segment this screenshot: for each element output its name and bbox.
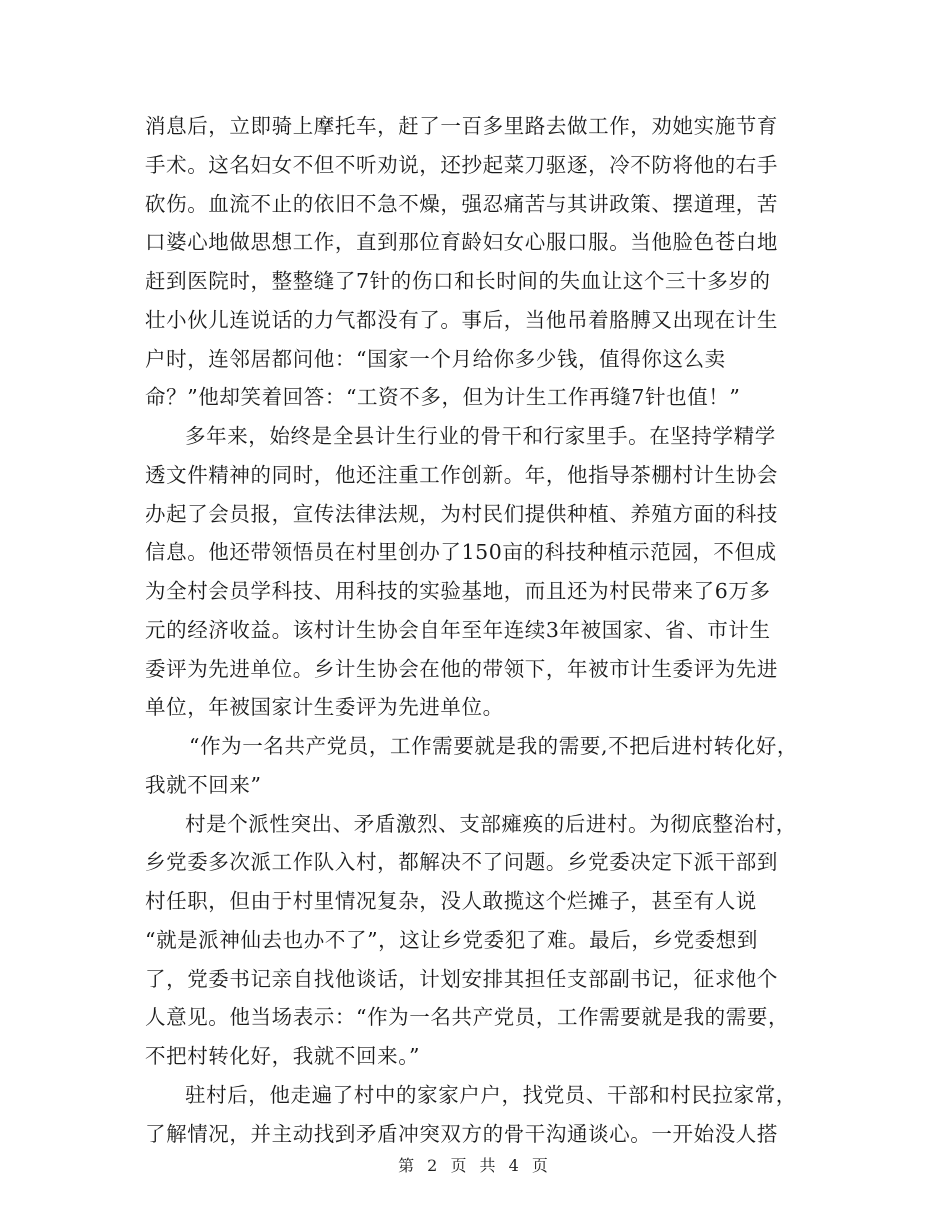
page-footer [0,1153,950,1176]
text-line: 口婆心地做思想工作，直到那位育龄妇女心服口服。当他脸色苍白地 [145,230,778,255]
text-line: 为全村会员学科技、用科技的实验基地，而且还为村民带来了6万多 [145,579,771,603]
text-line: 透文件精神的同时，他还注重工作创新。年，他指导茶棚村计生协会 [145,462,778,487]
text-line: 了解情况，并主动找到矛盾冲突双方的骨干沟通谈心。一开始没人搭 [145,1121,778,1146]
paragraph-start-line: 多年来，始终是全县计生行业的骨干和行家里手。在坚持学精学 [185,424,776,448]
text-line: 命？”他却笑着回答：“工资不多，但为计生工作再缝7针也值！” [145,385,741,410]
text-line: 元的经济收益。该村计生协会自年至年连续3年被国家、省、市计生 [145,617,771,642]
text-line: 村任职，但由于村里情况复杂，没人敢揽这个烂摊子，甚至有人说 [145,889,757,913]
text-line: 赶到医院时，整整缝了7针的伤口和长时间的失血让这个三十多岁的 [145,269,771,293]
section-heading-line: “作为一名共产党员，工作需要就是我的需要,不把后进村转化好， [189,734,798,758]
paragraph-start-line: 村是个派性突出、矛盾激烈、支部瘫痪的后进村。为彻底整治村， [185,811,797,836]
text-line: 信息。他还带领悟员在村里创办了150亩的科技种植示范园，不但成 [145,540,777,565]
body-text [145,107,825,1153]
text-line: 不把村转化好，我就不回来。” [145,1044,421,1068]
text-line: 户时，连邻居都问他：“国家一个月给你多少钱，值得你这么卖 [145,346,726,371]
text-line: 了，党委书记亲自找他谈话，计划安排其担任支部副书记，征求他个 [145,966,778,991]
text-line: 委评为先进单位。乡计生协会在他的带领下，年被市计生委评为先进 [145,656,778,681]
text-line: 壮小伙儿连说话的力气都没有了。事后，当他吊着胳膊又出现在计生 [145,307,778,332]
text-line: 乡党委多次派工作队入村，都解决不了问题。乡党委决定下派干部到 [145,850,778,875]
page-number: 第 2 页 共 4 页 [398,1156,552,1175]
paragraph-start-line: 驻村后，他走遍了村中的家家户户，找党员、干部和村民拉家常， [185,1082,797,1107]
section-heading-line: 我就不回来” [145,772,262,797]
text-line: 消息后，立即骑上摩托车，赶了一百多里路去做工作，劝她实施节育 [145,114,778,138]
text-line: “就是派神仙去也办不了”，这让乡党委犯了难。最后，乡党委想到 [145,927,758,952]
text-line: 办起了会员报，宣传法律法规，为村民们提供种植、养殖方面的科技 [145,501,778,526]
text-line: 手术。这名妇女不但不听劝说，还抄起菜刀驱逐，冷不防将他的右手 [145,152,778,177]
text-line: 人意见。他当场表示：“作为一名共产党员，工作需要就是我的需要， [145,1005,790,1030]
text-line: 单位，年被国家计生委评为先进单位。 [145,695,504,720]
text-line: 砍伤。血流不止的依旧不急不燥，强忍痛苦与其讲政策、摆道理，苦 [145,191,778,216]
